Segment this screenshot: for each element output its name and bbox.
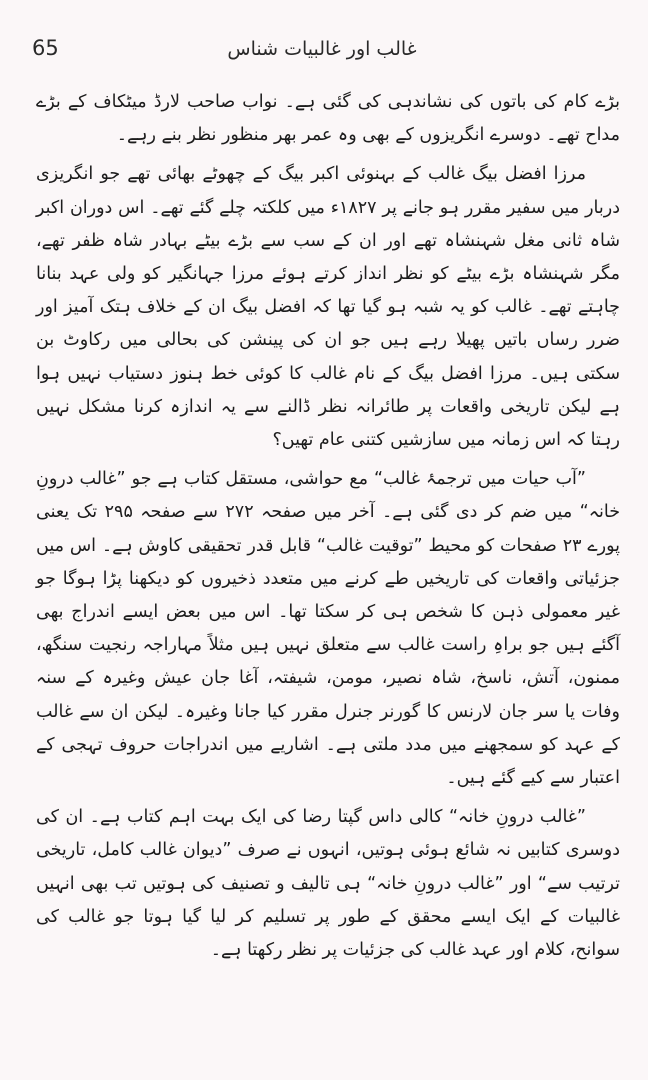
- paragraph-3: ”آب حیات میں ترجمۂ غالب“ مع حواشی، مستقل کتاب ہے جو ”غالب درونِ خانہ“ میں ضم کر دی گئی ہے۔ آخر میں صفحہ ۲۷۲ سے صفحہ ۲۹۵ تک یعنی پورے ۲۳ صفحات کو محیط ”توقیت غالب“ قابل قدر تحقیقی کاوش ہے۔ اس میں جزئیاتی واقعات کی تاریخیں طے کرنے میں متعدد ذخیروں کو دیکھنا پڑا ہوگا جو غیر معمولی ذہن کا شخص ہی کر سکتا تھا۔ اس میں بعض ایسے اندراج بھی آگئے ہیں جو براہِ راست غالب سے متعلق نہیں ہیں مثلاً مہاراجہ رنجیت سنگھ، ممنون، آتش، ناسخ، شاہ نصیر، مومن، شیفتہ، آغا جان عیش وغیرہ کے سنہ وفات یا سر جان لارنس کا گورنر جنرل مقرر کیا جانا وغیرہ۔ لیکن ان سے غالب کے عہد کو سمجھنے میں مدد ملتی ہے۔ اشاریے میں اندراجات حروف تہجی کے اعتبار سے کیے گئے ہیں۔: [36, 469, 621, 789]
- paragraph-4: ”غالب درونِ خانہ“ کالی داس گپتا رضا کی ایک بہت اہم کتاب ہے۔ ان کی دوسری کتابیں نہ شائع ہوئی ہوتیں، انہوں نے صرف ”دیوان غالب کامل، تاریخی ترتیب سے“ اور ”غالب درونِ خانہ“ ہی تالیف و تصنیف کی ہوتیں تب بھی انہیں غالبیات کے ایک ایسے محقق کے طور پر تسلیم کر لیا گیا ہوتا جو غالب کی سوانح، کلام اور عہد غالب کی جزئیات پر نظر رکھتا ہے۔: [36, 807, 620, 961]
- running-title: غالب اور غالبیات شناس: [227, 38, 417, 60]
- body-text: [36, 86, 620, 973]
- page-number: 65: [32, 36, 59, 60]
- page-header: [32, 36, 612, 66]
- paragraph-1: بڑے کام کی باتوں کی نشاندہی کی گئی ہے۔ نواب صاحب لارڈ میٹکاف کے بڑے مداح تھے۔ دوسرے انگریزوں کے بھی وہ عمر بھر منظور نظر بنے رہے۔: [36, 92, 620, 146]
- paragraph-2: مرزا افضل بیگ غالب کے بہنوئی اکبر بیگ کے چھوٹے بھائی تھے جو انگریزی دربار میں سفیر مقرر ہو جانے پر ۱۸۲۷ء میں کلکتہ چلے گئے تھے۔ اس دوران اکبر شاہ ثانی مغل شہنشاہ تھے اور ان کے سب سے بڑے بیٹے بہادر شاہ ظفر تھے، مگر شہنشاہ بڑے بیٹے کو نظر انداز کرتے ہوئے مرزا جہانگیر کو ولی عہد بنانا چاہتے تھے۔ غالب کو یہ شبہ ہو گیا تھا کہ افضل بیگ ان کے خلاف ہتک آمیز اور ضرر رساں باتیں پھیلا رہے ہیں جو ان کی پینشن کی بحالی میں رکاوٹ بن سکتی ہیں۔ مرزا افضل بیگ کے نام غالب کا کوئی خط ہنوز دستیاب نہیں ہوا ہے لیکن تاریخی واقعات پر طائرانہ نظر ڈالنے سے یہ اندازہ کرنا مشکل نہیں رہتا کہ اس زمانہ میں سازشیں کتنی عام تھیں؟: [36, 164, 620, 451]
